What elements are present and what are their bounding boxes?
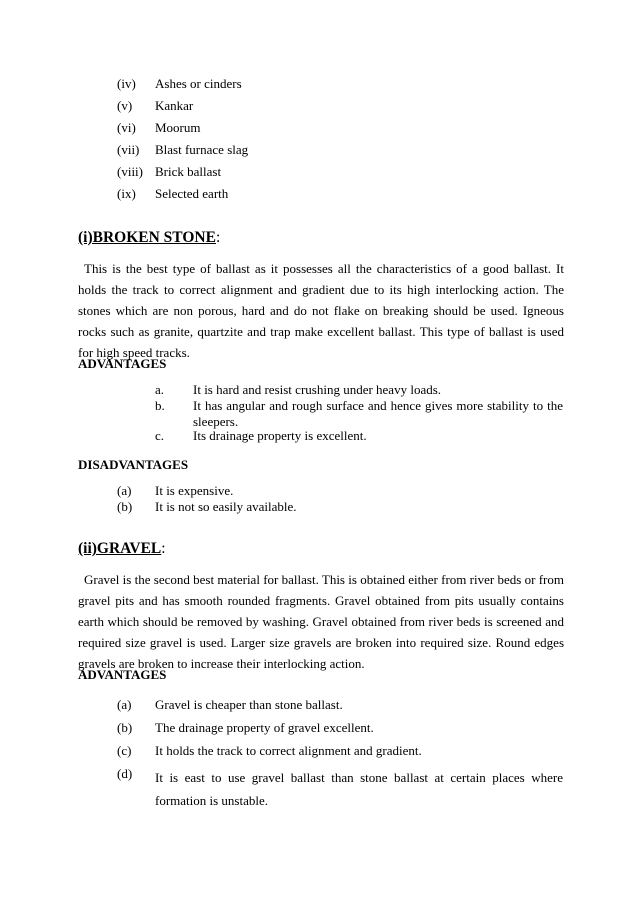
list-item-mark: (a) [117,483,132,498]
list-item-text: It is hard and resist crushing under heavy loads. [193,382,442,397]
list-item-mark: (c) [117,743,132,758]
list-item-number: (viii) [117,164,143,179]
list-item-mark: (a) [117,697,132,712]
list-item-mark: (d) [117,766,133,781]
list-item-text: Its drainage property is excellent. [193,428,367,443]
list-item-text: It is expensive. [155,483,234,498]
list-item-text: Ashes or cinders [155,76,242,91]
paragraph-text: This is the best type of ballast as it possesses all the characteristics of a good ballast. It holds the track to correct alignment and gradient due to its high interlocking action. The stones which are non porous, hard and do not flake on breaking should be used. Igneous rocks such as granite, quartzite and trap make excellent ballast. This type of ballast is used for high speed tracks. [78,261,564,360]
list-item-text: Selected earth [155,186,229,201]
list-item-mark: b. [155,398,165,413]
section-heading-broken-stone [78,229,220,247]
advantages-heading: ADVANTAGES [78,356,167,371]
list-item-text: Gravel is cheaper than stone ballast. [155,697,343,712]
heading-text: (i)BROKEN STONE [78,229,216,246]
heading-colon: : [215,229,221,246]
disadvantages-heading: DISADVANTAGES [78,457,189,472]
advantages-heading: ADVANTAGES [78,667,167,682]
list-item-mark: c. [155,428,165,443]
list-item-text: It is not so easily available. [155,499,297,514]
heading-text: (ii)GRAVEL [78,540,162,557]
list-item-number: (vi) [117,120,136,135]
section-heading-gravel [78,540,166,558]
list-item-text: Brick ballast [155,164,222,179]
list-item-mark: (b) [117,720,133,735]
paragraph-text: Gravel is the second best material for ballast. This is obtained either from river beds or from gravel pits and has smooth rounded fragments. Gravel obtained from pits usually contains earth which should be removed by washing. Gravel obtained from river beds is screened and required size gravel is used. Larger size gravels are broken into required size. Round edges gravels are broken to increase their interlocking action. [78,572,564,671]
list-item-number: (ix) [117,186,136,201]
list-item-text: The drainage property of gravel excellent. [155,720,374,735]
list-item-text: Kankar [155,98,194,113]
heading-colon: : [161,540,166,557]
list-item-text: It holds the track to correct alignment and gradient. [155,743,422,758]
list-item-text: It is east to use gravel ballast than stone ballast at certain places where formation is unstable. [155,770,563,808]
gravel-paragraph [78,569,564,674]
list-item-mark: a. [155,382,165,397]
broken-stone-paragraph [78,258,564,363]
list-item-text: Blast furnace slag [155,142,249,157]
list-item-number: (vii) [117,142,140,157]
list-item-text: It has angular and rough surface and hence gives more stability to the sleepers. [193,398,563,429]
list-item-mark: (b) [117,499,133,514]
list-item-number: (v) [117,98,133,113]
list-item-number: (iv) [117,76,136,91]
list-item-text: Moorum [155,120,201,135]
